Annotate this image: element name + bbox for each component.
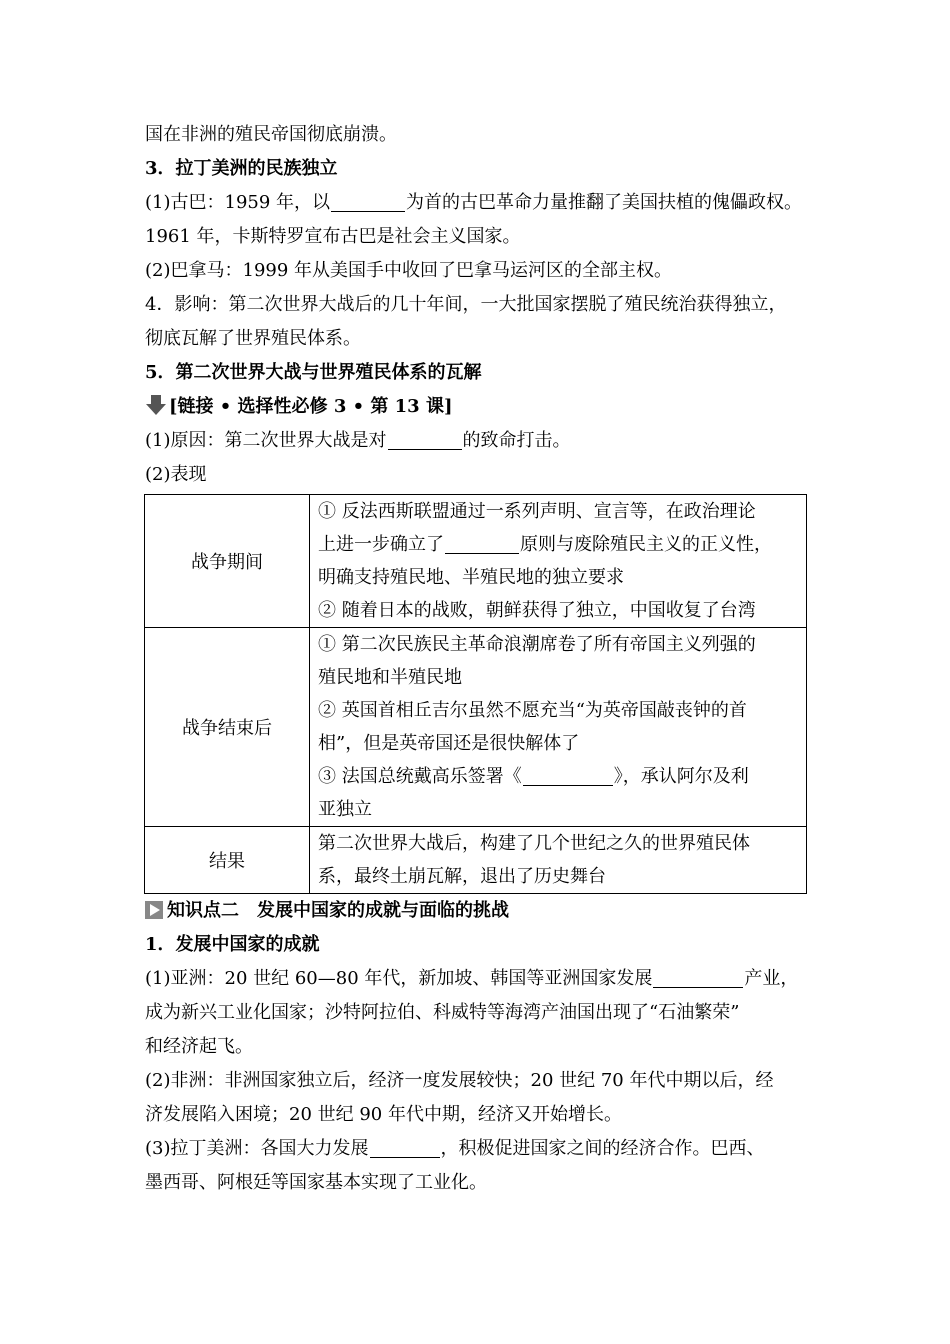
cell-line: 第二次世界大战后，构建了几个世纪之久的世界殖民体	[318, 833, 750, 854]
section-heading: 1．发展中国家的成就	[145, 934, 320, 955]
text-span: 产业，	[744, 968, 799, 989]
text-line	[145, 424, 821, 458]
text-span: (1)古巴：1959 年，以	[145, 192, 331, 213]
cell-line: ① 反法西斯联盟通过一系列声明、宣言等，在政治理论	[318, 501, 756, 522]
text-span: 原则与废除殖民主义的正义性，	[520, 534, 772, 555]
text-line: 4．影响：第二次世界大战后的几十年间，一大批国家摆脱了殖民统治获得独立，	[145, 294, 787, 315]
text-line	[145, 962, 821, 996]
document-page	[145, 118, 821, 1200]
text-span: 的致命打击。	[462, 430, 571, 451]
section-heading: 3．拉丁美洲的民族独立	[145, 158, 338, 179]
section-heading: 5．第二次世界大战与世界殖民体系的瓦解	[145, 362, 482, 383]
text-span: (1)原因：第二次世界大战是对	[145, 430, 387, 451]
table-row	[145, 827, 807, 894]
text-span: (3)拉丁美洲：各国大力发展	[145, 1138, 369, 1159]
cell-line: 亚独立	[318, 799, 372, 820]
text-line: 和经济起飞。	[145, 1036, 253, 1057]
fill-blank[interactable]	[370, 1137, 440, 1158]
text-span: 上进一步确立了	[318, 534, 444, 555]
cell-line: 殖民地和半殖民地	[318, 667, 462, 688]
cell-line	[318, 528, 798, 561]
text-line	[145, 1132, 821, 1166]
text-span: ③ 法国总统戴高乐签署《	[318, 766, 522, 787]
fill-blank[interactable]	[445, 533, 519, 554]
text-line: 成为新兴工业化国家；沙特阿拉伯、科威特等海湾产油国出现了“石油繁荣”	[145, 1002, 740, 1023]
cell-line: ② 随着日本的战败，朝鲜获得了独立，中国收复了台湾	[318, 600, 756, 621]
table-row	[145, 495, 807, 628]
row-content	[310, 495, 807, 628]
row-header: 战争期间	[145, 495, 310, 628]
text-line: 济发展陷入困境；20 世纪 90 年代中期，经济又开始增长。	[145, 1104, 622, 1125]
text-span: 》，承认阿尔及利	[613, 766, 749, 787]
text-line: (2)非洲：非洲国家独立后，经济一度发展较快；20 世纪 70 年代中期以后，经	[145, 1070, 774, 1091]
text-span: ，积极促进国家之间的经济合作。巴西、	[440, 1138, 765, 1159]
text-line: 墨西哥、阿根廷等国家基本实现了工业化。	[145, 1172, 487, 1193]
cell-line: ① 第二次民族民主革命浪潮席卷了所有帝国主义列强的	[318, 634, 756, 655]
row-header: 战争结束后	[145, 628, 310, 827]
down-arrow-icon	[145, 394, 167, 416]
fill-blank[interactable]	[388, 429, 462, 450]
text-line: 彻底瓦解了世界殖民体系。	[145, 328, 361, 349]
text-line	[145, 186, 821, 220]
cell-line: ② 英国首相丘吉尔虽然不愿充当“为英帝国敲丧钟的首	[318, 700, 747, 721]
text-line: 国在非洲的殖民帝国彻底崩溃。	[145, 124, 397, 145]
play-triangle-icon	[145, 901, 163, 919]
cell-line: 系，最终土崩瓦解，退出了历史舞台	[318, 866, 606, 887]
text-span: 为首的古巴革命力量推翻了美国扶植的傀儡政权。	[406, 192, 803, 213]
cell-line	[318, 760, 798, 793]
text-line: 1961 年，卡斯特罗宣布古巴是社会主义国家。	[145, 226, 521, 247]
row-content	[310, 827, 807, 894]
cell-line: 相”，但是英帝国还是很快解体了	[318, 733, 580, 754]
fill-blank[interactable]	[653, 967, 743, 988]
section-heading	[145, 894, 821, 928]
text-span: (1)亚洲：20 世纪 60—80 年代，新加坡、韩国等亚洲国家发展	[145, 968, 653, 989]
cell-line: 明确支持殖民地、半殖民地的独立要求	[318, 567, 624, 588]
row-header: 结果	[145, 827, 310, 894]
heading-text: 知识点二 发展中国家的成就与面临的挑战	[167, 900, 509, 921]
link-text: [链接 • 选择性必修 3 • 第 13 课]	[169, 396, 453, 417]
link-line	[145, 390, 821, 424]
text-line: (2)巴拿马：1999 年从美国手中收回了巴拿马运河区的全部主权。	[145, 260, 673, 281]
row-content	[310, 628, 807, 827]
text-line: (2)表现	[145, 464, 207, 485]
fill-blank[interactable]	[523, 765, 613, 786]
performance-table	[144, 494, 807, 894]
fill-blank[interactable]	[331, 191, 405, 212]
table-row	[145, 628, 807, 827]
